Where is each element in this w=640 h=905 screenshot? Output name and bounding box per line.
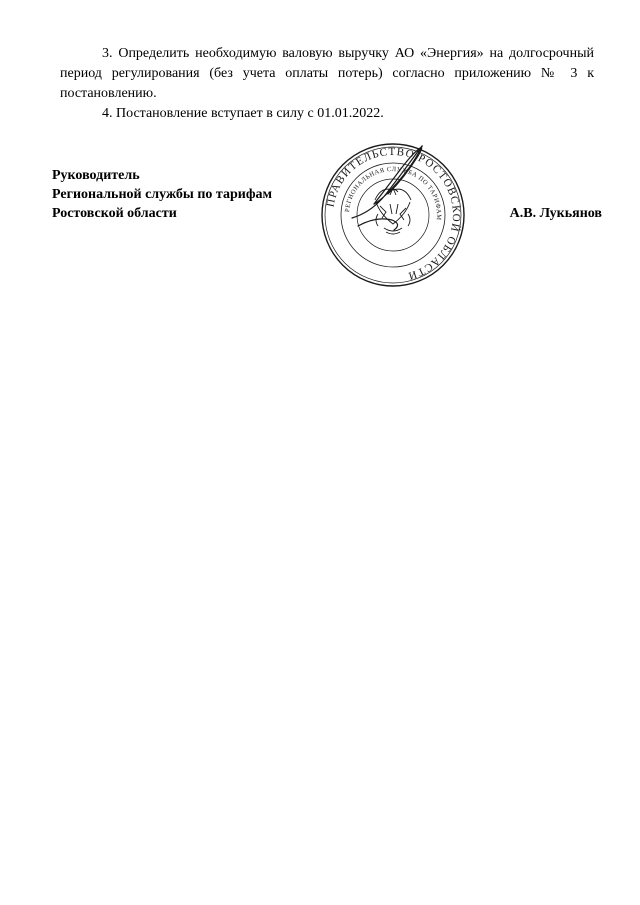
paragraph-item-4: 4. Постановление вступает в силу с 01.01.2022. xyxy=(102,106,384,121)
signatory-organization-line: Региональной службы по тарифам xyxy=(52,187,273,202)
paragraph-item-3: 3. Определить необходимую валовую выручку АО «Энергия» на долгосрочный период регулирования (без учета оплаты потерь) согласно приложению № 3 к постановлению. xyxy=(60,46,594,101)
svg-text:РЕГИОНАЛЬНАЯ СЛУЖБА ПО ТАРИФАМ: РЕГИОНАЛЬНАЯ СЛУЖБА ПО ТАРИФАМ xyxy=(344,165,443,221)
signatory-name: А.В. Лукьянов xyxy=(509,206,602,221)
document-body xyxy=(60,44,594,124)
signatory-region-line: Ростовской области xyxy=(52,206,177,221)
signatory-position xyxy=(52,166,272,223)
signatory-title-line: Руководитель xyxy=(52,168,140,183)
svg-text:ПРАВИТЕЛЬСТВО РОСТОВСКОЙ ОБЛАС: ПРАВИТЕЛЬСТВО РОСТОВСКОЙ ОБЛАСТИ xyxy=(324,145,463,283)
official-seal-with-signature xyxy=(318,140,468,290)
